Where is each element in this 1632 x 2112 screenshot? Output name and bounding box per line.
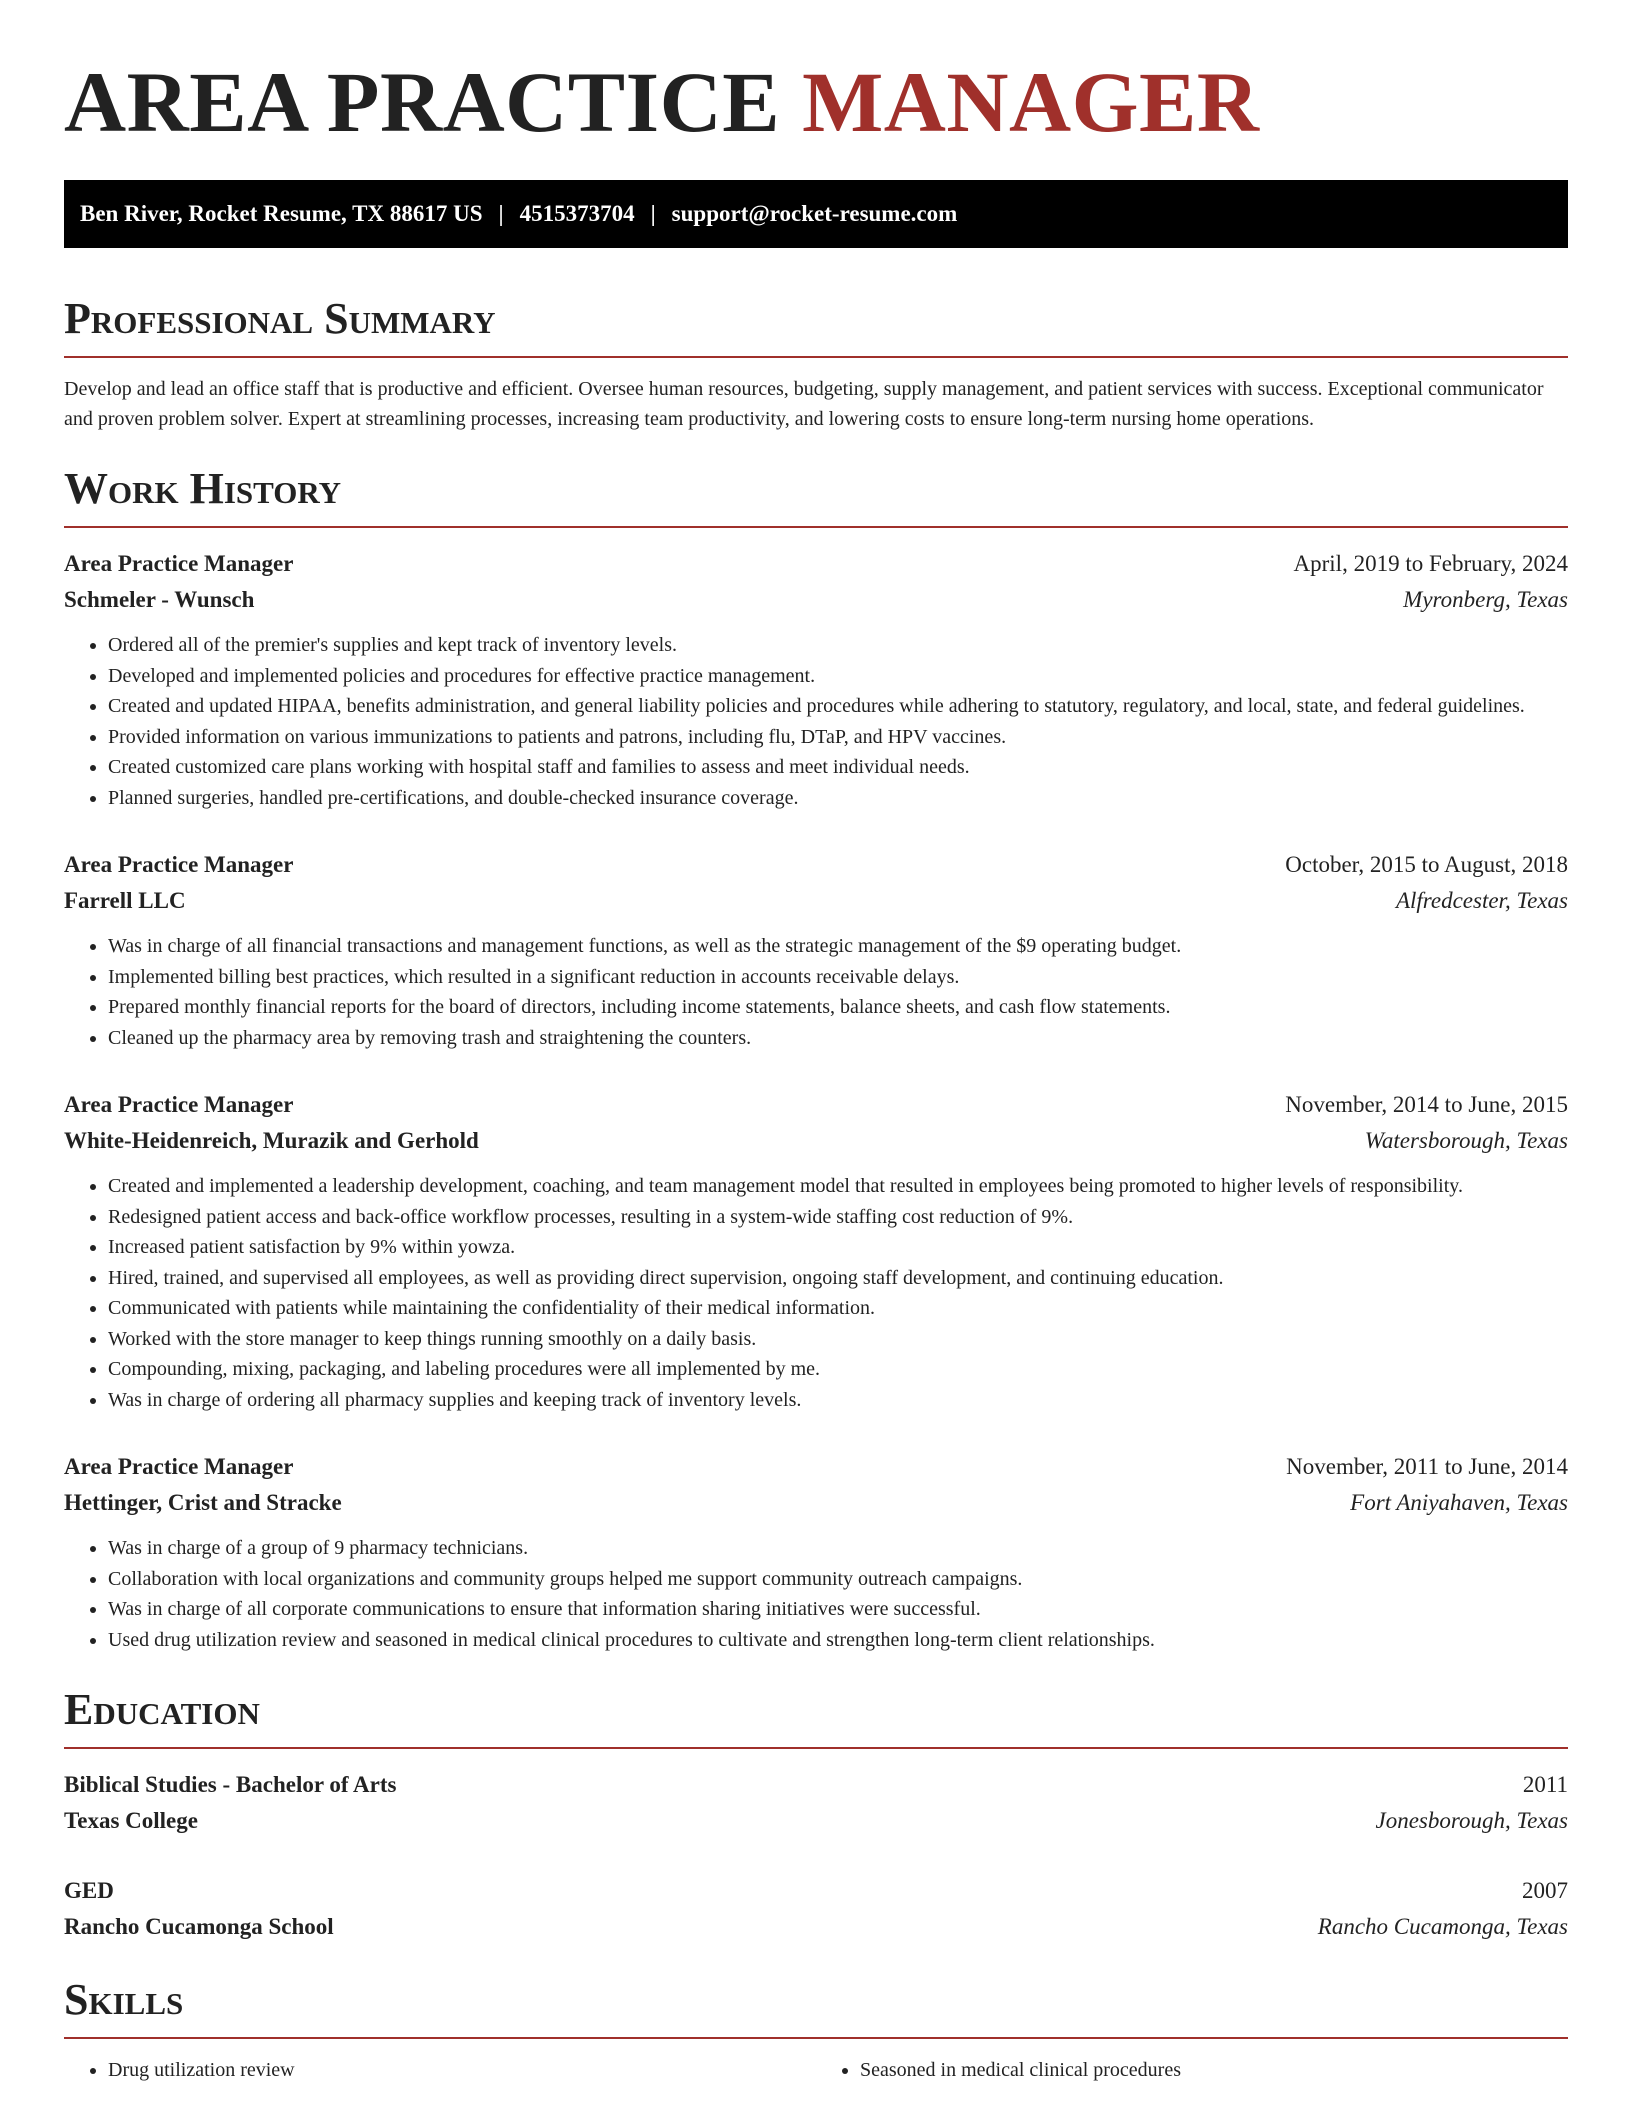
summary-text: Develop and lead an office staff that is productive and efficient. Oversee human resources, budgeting, supply management, and patient services with success. Exceptional communicator and proven problem solver. Expert at streamlining processes, increasing team productivity, and lowering costs to ensure long-term nursing home operations. [64,378,1544,430]
job-bullet: • Was in charge of all corporate communications to ensure that information sharing initiatives were successful. [108,1594,1568,1625]
education-school: Rancho Cucamonga School [64,1914,334,1939]
job-header-row [64,1449,1568,1485]
job-header-row [64,847,1568,883]
job-bullet: • Increased patient satisfaction by 9% within yowza. [108,1232,1568,1263]
job-bullet: • Was in charge of a group of 9 pharmacy technicians. [108,1533,1568,1564]
skills-grid [64,2055,1568,2085]
job-bullet: • Compounding, mixing, packaging, and labeling procedures were all implemented by me. [108,1354,1568,1385]
skill-item: • Seasoned in medical clinical procedures [860,2055,1568,2085]
job-bullets [64,1171,1568,1415]
skills-heading: Skills [64,1973,1568,2039]
skill-item: • Drug utilization review [108,2055,816,2085]
job-bullet: • Prepared monthly financial reports for the board of directors, including income statements, balance sheets, and cash flow statements. [108,992,1568,1023]
title-main: AREA PRACTICE [64,54,781,150]
education-entry [64,1767,1568,1839]
job-bullet: • Communicated with patients while maintaining the confidentiality of their medical information. [108,1293,1568,1324]
contact-address: Ben River, Rocket Resume, TX 88617 US [80,201,483,226]
job-company-row [64,1485,1568,1521]
work-history-section [64,462,1568,1655]
job-title: Area Practice Manager [64,1454,294,1479]
job-entry [64,847,1568,1053]
job-bullets [64,931,1568,1053]
skills-left-column [64,2055,816,2085]
job-company: Hettinger, Crist and Stracke [64,1490,342,1515]
job-bullet: • Cleaned up the pharmacy area by removing trash and straightening the counters. [108,1023,1568,1054]
education-school: Texas College [64,1808,198,1833]
education-degree: GED [64,1878,114,1903]
education-degree: Biblical Studies - Bachelor of Arts [64,1772,397,1797]
job-company: White-Heidenreich, Murazik and Gerhold [64,1128,479,1153]
job-bullet: • Was in charge of ordering all pharmacy supplies and keeping track of inventory levels. [108,1385,1568,1416]
job-location: Watersborough, Texas [1364,1128,1568,1153]
job-company: Farrell LLC [64,888,186,913]
work-history-heading: Work History [64,462,1568,528]
job-bullet: • Was in charge of all financial transactions and management functions, as well as the strategic management of the $9 operating budget. [108,931,1568,962]
job-bullet: • Created and implemented a leadership development, coaching, and team management model that resulted in employees being promoted to higher levels of responsibility. [108,1171,1568,1202]
job-bullet: • Redesigned patient access and back-office workflow processes, resulting in a system-wide staffing cost reduction of 9%. [108,1202,1568,1233]
job-bullet: • Used drug utilization review and seasoned in medical clinical procedures to cultivate and strengthen long-term client relationships. [108,1625,1568,1656]
job-dates: November, 2011 to June, 2014 [1286,1454,1568,1479]
education-location: Jonesborough, Texas [1375,1808,1568,1833]
education-degree-row [64,1873,1568,1909]
job-company: Schmeler - Wunsch [64,587,255,612]
resume-title [64,52,1568,152]
contact-bar [64,180,1568,248]
job-header-row [64,546,1568,582]
education-year: 2007 [1522,1878,1568,1903]
education-location: Rancho Cucamonga, Texas [1317,1914,1568,1939]
job-location: Fort Aniyahaven, Texas [1350,1490,1568,1515]
summary-heading: Professional Summary [64,292,1568,358]
summary-section [64,292,1568,434]
job-bullets [64,630,1568,813]
education-school-row [64,1803,1568,1839]
job-location: Alfredcester, Texas [1395,888,1568,913]
education-year: 2011 [1522,1772,1568,1797]
job-bullet: • Hired, trained, and supervised all employees, as well as providing direct supervision, ongoing staff development, and continuing education. [108,1263,1568,1294]
education-heading: Education [64,1683,1568,1749]
title-accent: MANAGER [802,54,1260,150]
contact-separator: | [650,201,656,226]
education-section [64,1683,1568,1945]
job-title: Area Practice Manager [64,1092,294,1117]
job-bullet: • Provided information on various immunizations to patients and patrons, including flu, DTaP, and HPV vaccines. [108,722,1568,753]
contact-email[interactable]: support@rocket-resume.com [671,201,958,226]
job-dates: April, 2019 to February, 2024 [1293,551,1568,576]
job-bullet: • Worked with the store manager to keep things running smoothly on a daily basis. [108,1324,1568,1355]
job-bullet: • Collaboration with local organizations and community groups helped me support community outreach campaigns. [108,1564,1568,1595]
job-entry [64,1087,1568,1415]
job-title: Area Practice Manager [64,852,294,877]
job-company-row [64,883,1568,919]
contact-separator: | [498,201,504,226]
job-entry [64,546,1568,813]
job-bullet: • Implemented billing best practices, which resulted in a significant reduction in accounts receivable delays. [108,962,1568,993]
job-dates: November, 2014 to June, 2015 [1285,1092,1568,1117]
job-entry [64,1449,1568,1655]
skills-right-column [816,2055,1568,2085]
job-bullet: • Developed and implemented policies and procedures for effective practice management. [108,661,1568,692]
job-dates: October, 2015 to August, 2018 [1285,852,1568,877]
job-bullet: • Ordered all of the premier's supplies and kept track of inventory levels. [108,630,1568,661]
education-degree-row [64,1767,1568,1803]
job-bullet: • Planned surgeries, handled pre-certifications, and double-checked insurance coverage. [108,783,1568,814]
job-bullets [64,1533,1568,1655]
education-school-row [64,1909,1568,1945]
job-location: Myronberg, Texas [1403,587,1568,612]
job-title: Area Practice Manager [64,551,294,576]
job-header-row [64,1087,1568,1123]
job-bullet: • Created and updated HIPAA, benefits administration, and general liability policies and procedures while adhering to statutory, regulatory, and local, state, and federal guidelines. [108,691,1568,722]
education-entry [64,1873,1568,1945]
contact-phone: 4515373704 [519,201,635,226]
job-company-row [64,582,1568,618]
job-company-row [64,1123,1568,1159]
job-bullet: • Created customized care plans working with hospital staff and families to assess and meet individual needs. [108,752,1568,783]
skills-section [64,1973,1568,2085]
